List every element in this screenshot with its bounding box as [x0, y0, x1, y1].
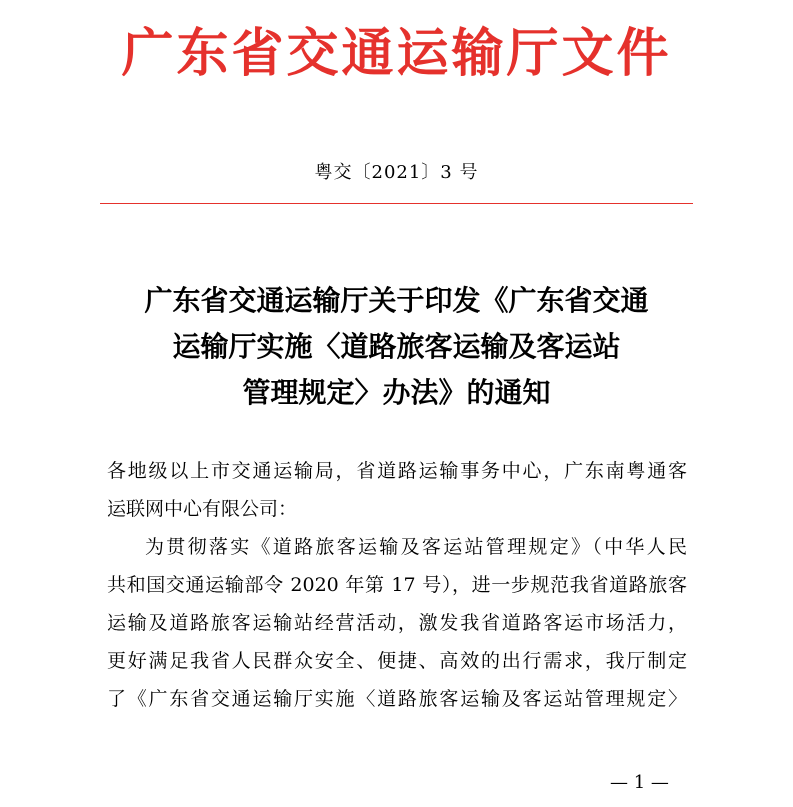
issuer-header-title: 广东省交通运输厅文件	[121, 24, 672, 84]
page-number: — 1 —	[610, 772, 669, 793]
title-line: 广东省交通运输厅关于印发《广东省交通	[144, 284, 649, 317]
document-number: 粤交〔2021〕3 号	[314, 162, 479, 183]
paragraph-line: 共和国交通运输部令 2020 年第 17 号），进一步规范我省道路旅客	[107, 574, 687, 596]
paragraph-line: 更好满足我省人民群众安全、便捷、高效的出行需求，我厅制定	[107, 650, 687, 672]
addressee-line: 运联网中心有限公司：	[107, 498, 298, 520]
red-divider-line	[100, 203, 693, 204]
title-line: 管理规定〉办法》的通知	[242, 376, 551, 409]
document-title	[100, 278, 693, 416]
title-line: 运输厅实施〈道路旅客运输及客运站	[172, 330, 621, 363]
paragraph-line: 了《广东省交通运输厅实施〈道路旅客运输及客运站管理规定〉	[107, 688, 687, 710]
addressee-line: 各地级以上市交通运输局，省道路运输事务中心，广东南粤通客	[107, 460, 687, 482]
paragraph-line: 为贯彻落实《道路旅客运输及客运站管理规定》（中华人民	[145, 536, 687, 558]
paragraph-line: 运输及道路旅客运输站经营活动，激发我省道路客运市场活力，	[107, 612, 687, 634]
document-body	[107, 452, 687, 718]
